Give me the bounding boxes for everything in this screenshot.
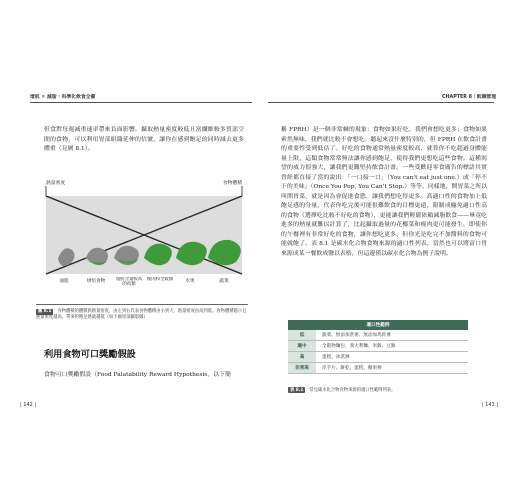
table-level: 低 [288,330,316,340]
left-paragraph-2: 食物可口獎勵假設（Food Palatability Reward Hypothesis，以下簡 [44,372,231,378]
category-label: 瘦肉和全穀類 [146,277,174,282]
running-header-right: CHAPTER 8｜飢餓管理 [442,95,496,100]
left-axis-label: 熱量密度 [46,181,66,186]
table-row [288,330,468,341]
caption-rule [36,304,248,305]
table-examples: 洋芋片、餅乾、蛋糕、糖果棒 [322,366,382,371]
figure-tag: 圖 8.1 [38,308,52,314]
right-axis-label: 食物體積 [222,181,242,186]
category-label-box [146,277,174,293]
palatability-table [288,320,468,374]
figure-8-1 [38,178,248,298]
left-paragraph-1: 但食對每週減重速率帶來負面影響。攝取熱量密度較低且富纖維較多質部空間的食物，可以利用胃部組織延伸的信號，讓你在感到飽足的同時減去更多體重（見圖 8.1）。 [44,127,244,152]
table-row [288,363,468,374]
category-label: 脂肪含量較高的肉類 [115,277,143,288]
table-row [288,341,468,352]
table-title: 適口性範例 [288,320,468,330]
category-label: 水果 [185,279,195,284]
table-level: 高 [288,352,316,362]
section-title: 利用食物可口獎勵假設 [44,349,136,360]
page-number-right: | 143 | [481,402,498,408]
category-label: 烘焙食物 [86,279,106,284]
right-paragraph-1: 稱 FPRH）是一個非常棘的現象：食物如果好吃，我們會想吃更多；食物如果索然無味，我們就比較不會想吃。聽起來沒什麼特別的，但 FPRH 在飲食計畫的重要性受到低估了。好吃的食物通常熱量密度較高，就算你不吃超過身體能量上限，這類食物常常無法讓你感到飽足，使得我們更想吃這些食物。這種渴望的威力很強大，讓我們更難堅持飲食計畫。一些受歡迎零食廣告的標語其實曾經都直接了當的說出：「一口接一口」（You can't eat just one.）或「停不下的美味」（Once You Pop, You Can't Stop.）等等。同樣地，開胃菜之所以叫開胃菜，就是因為會促進食慾，讓我們想吃得更多。高適口性的食物加上低飽足感的分量，代表你吃完後可能很難飲食的目標更遠，限制成癮免適口性高的食物（選擇吃比較不好吃的食物），更能讓我們輕鬆依賴減脂飲食——畢竟吃進多的熱量就難以計算了，比起攝取過量的花椰菜和瘦肉更可能發生。即使你的午餐裡有非常好吃的食物，讓你想吃更多，但你光是吃完不加醬料的食物可能就飽了。表 8.1 是碳水化合物食物來源的適口性列表，當然也可以將富口胃來源成某一餐飲成醫以表格，但這邊僅以碳水化合物為例子說明。 [281,127,487,257]
table-caption-text: 常見碳水化合物食物來源的適口性範例列表。 [309,388,396,393]
running-header-left: 增肌 ✕ 減脂 · 科學化飲食全書 [30,95,96,100]
figure-svg [38,178,248,298]
table-examples: 蛋糕、冰淇淋 [322,355,350,360]
page-number-left: | 142 | [20,402,37,408]
figure-caption [36,304,248,321]
category-label-box [114,277,144,293]
figure-caption-text: 食物體積的體積與熱量密度，由左到右代表食物體積由小到大，熱量密度由高到低。食物體積越小且熱量密度越高，帶來的飽足感就越低（如下圖胃部攝影圖） [36,308,247,320]
table-examples: 全穀物麵包、義大利麵、米飯、豆類 [322,344,396,349]
header-rule-left [30,102,252,103]
table-caption [288,387,395,393]
table-level: 非常高 [288,363,316,373]
category-label: 油脂 [59,279,69,284]
table-level: 適中 [288,341,316,351]
table-examples: 蔬菜、無添加蔗麥、無添加馬鈴薯 [322,333,391,338]
table-tag: 表 8.1 [290,388,304,393]
header-rule-right [268,102,494,103]
category-label: 蔬菜 [219,279,229,284]
table-row [288,352,468,363]
